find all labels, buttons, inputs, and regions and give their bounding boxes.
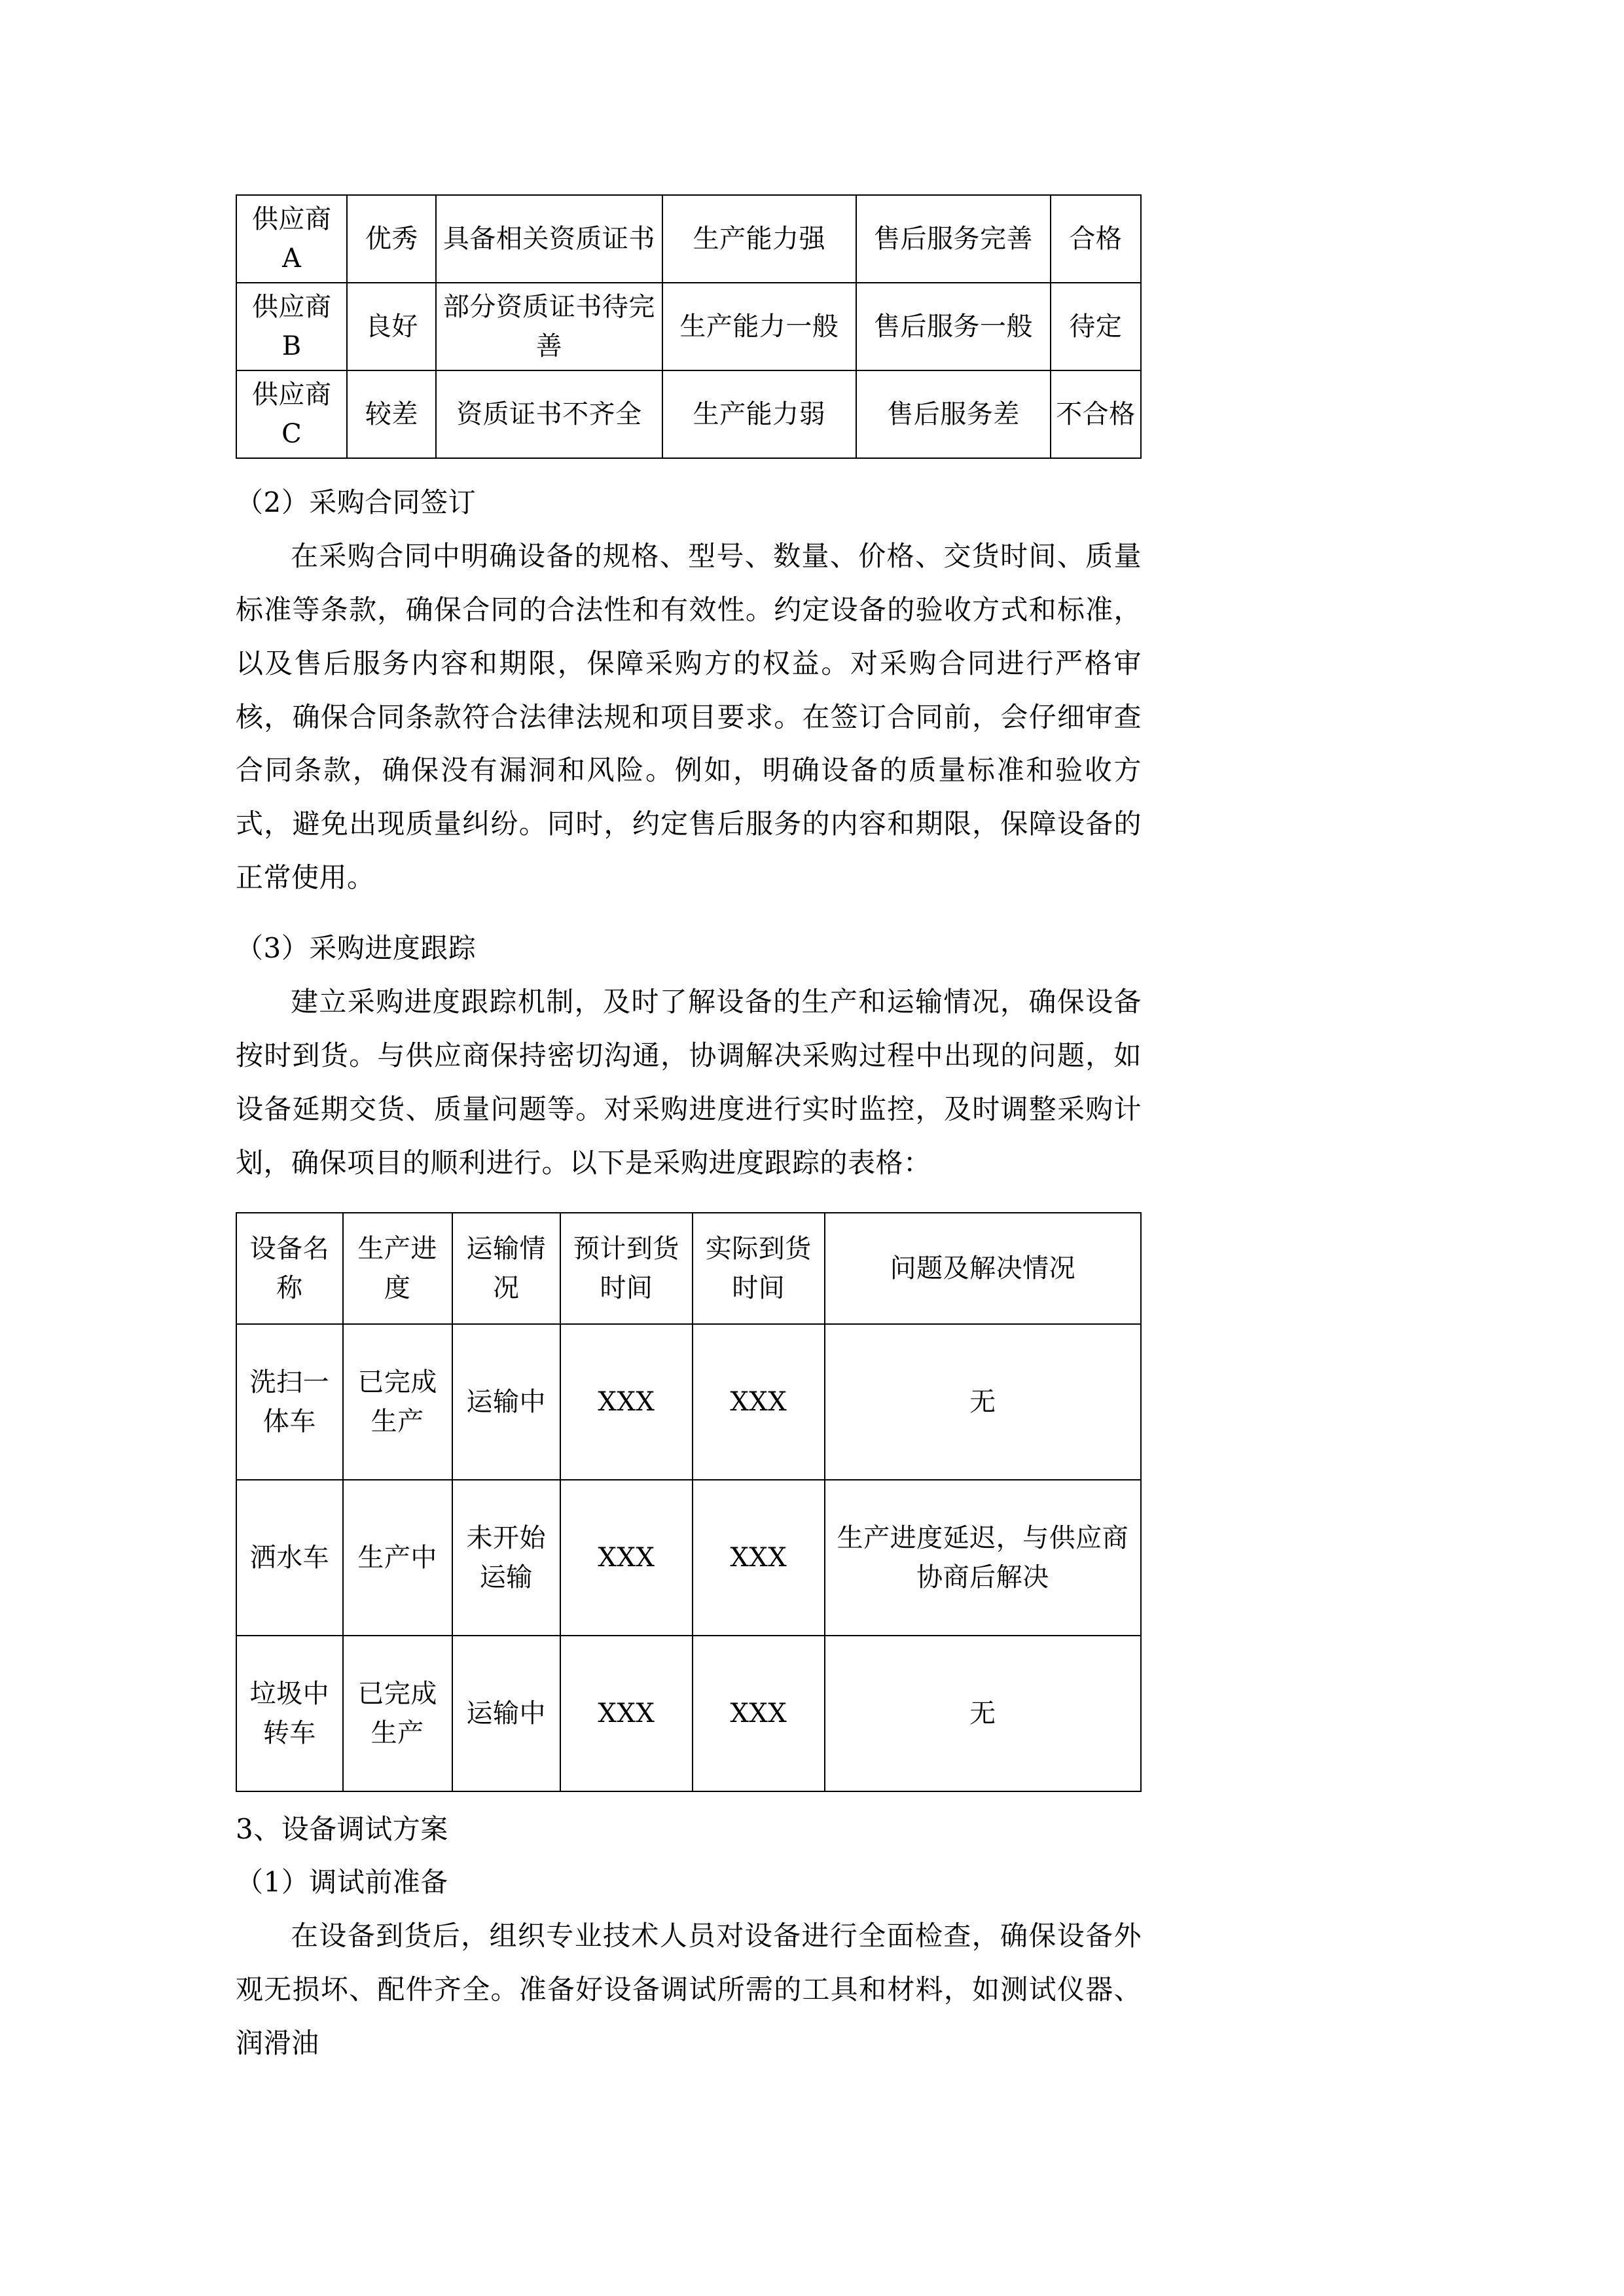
page-content [236, 194, 1142, 2070]
supplier-after-sales-cell: 售后服务差 [856, 370, 1051, 458]
supplier-result-cell: 不合格 [1051, 370, 1141, 458]
commissioning-section-paragraph: 在设备到货后，组织专业技术人员对设备进行全面检查，确保设备外观无损坏、配件齐全。准备好设备调试所需的工具和材料，如测试仪器、润滑油 [236, 1920, 1142, 2060]
supplier-evaluation-table [236, 194, 1142, 459]
equipment-name-cell: 洒水车 [236, 1480, 343, 1636]
supplier-qualification-cell: 具备相关资质证书 [436, 195, 662, 283]
contract-section-paragraph: 在采购合同中明确设备的规格、型号、数量、价格、交货时间、质量标准等条款，确保合同的合法性和有效性。约定设备的验收方式和标准，以及售后服务内容和期限，保障采购方的权益。对采购合同进行严格审核，确保合同条款符合法律法规和项目要求。在签订合同前，会仔细审查合同条款，确保没有漏洞和风险。例如，明确设备的质量标准和验收方式，避免出现质量纠纷。同时，约定售后服务的内容和期限，保障设备的正常使用。 [236, 539, 1142, 894]
table-row [236, 1324, 1141, 1480]
issues-resolution-cell: 生产进度延迟，与供应商协商后解决 [825, 1480, 1141, 1636]
header-equipment-name: 设备名称 [236, 1213, 343, 1324]
actual-arrival-cell: XXX [693, 1636, 825, 1791]
transport-status-cell: 未开始运输 [452, 1480, 560, 1636]
production-progress-cell: 已完成生产 [343, 1324, 452, 1480]
header-production-progress: 生产进度 [343, 1213, 452, 1324]
supplier-rating-cell: 较差 [347, 370, 436, 458]
header-transport-status: 运输情况 [452, 1213, 560, 1324]
issues-resolution-cell: 无 [825, 1324, 1141, 1480]
actual-arrival-cell: XXX [693, 1324, 825, 1480]
progress-section-paragraph: 建立采购进度跟踪机制，及时了解设备的生产和运输情况，确保设备按时到货。与供应商保持密切沟通，协调解决采购过程中出现的问题，如设备延期交货、质量问题等。对采购进度进行实时监控，及时调整采购计划，确保项目的顺利进行。以下是采购进度跟踪的表格： [236, 986, 1142, 1179]
estimated-arrival-cell: XXX [560, 1324, 693, 1480]
supplier-capacity-cell: 生产能力一般 [662, 283, 857, 370]
transport-status-cell: 运输中 [452, 1324, 560, 1480]
estimated-arrival-cell: XXX [560, 1636, 693, 1791]
supplier-qualification-cell: 部分资质证书待完善 [436, 283, 662, 370]
progress-section-heading: （3）采购进度跟踪 [236, 932, 477, 965]
table-row [236, 1480, 1141, 1636]
commissioning-section-heading: 3、设备调试方案 [236, 1812, 448, 1845]
supplier-result-cell: 待定 [1051, 283, 1141, 370]
supplier-name-cell: 供应商 A [236, 195, 347, 283]
procurement-progress-table [236, 1212, 1142, 1792]
table-header-row [236, 1213, 1141, 1324]
spacer [236, 1792, 1142, 1803]
supplier-result-cell: 合格 [1051, 195, 1141, 283]
estimated-arrival-cell: XXX [560, 1480, 693, 1636]
supplier-capacity-cell: 生产能力弱 [662, 370, 857, 458]
spacer [236, 459, 1142, 476]
commissioning-subsection-heading: （1）调试前准备 [236, 1866, 448, 1899]
production-progress-cell: 已完成生产 [343, 1636, 452, 1791]
header-estimated-arrival: 预计到货时间 [560, 1213, 693, 1324]
supplier-rating-cell: 良好 [347, 283, 436, 370]
supplier-name-cell: 供应商 C [236, 370, 347, 458]
issues-resolution-cell: 无 [825, 1636, 1141, 1791]
supplier-capacity-cell: 生产能力强 [662, 195, 857, 283]
supplier-qualification-cell: 资质证书不齐全 [436, 370, 662, 458]
transport-status-cell: 运输中 [452, 1636, 560, 1791]
table-row [236, 195, 1141, 283]
contract-section-heading: （2）采购合同签订 [236, 486, 477, 518]
spacer [236, 905, 1142, 922]
actual-arrival-cell: XXX [693, 1480, 825, 1636]
header-actual-arrival: 实际到货时间 [693, 1213, 825, 1324]
table-row [236, 1636, 1141, 1791]
production-progress-cell: 生产中 [343, 1480, 452, 1636]
supplier-rating-cell: 优秀 [347, 195, 436, 283]
supplier-after-sales-cell: 售后服务一般 [856, 283, 1051, 370]
spacer [236, 1190, 1142, 1212]
equipment-name-cell: 洗扫一体车 [236, 1324, 343, 1480]
table-row [236, 283, 1141, 370]
header-issues-resolution: 问题及解决情况 [825, 1213, 1141, 1324]
equipment-name-cell: 垃圾中转车 [236, 1636, 343, 1791]
table-row [236, 370, 1141, 458]
supplier-name-cell: 供应商 B [236, 283, 347, 370]
supplier-after-sales-cell: 售后服务完善 [856, 195, 1051, 283]
